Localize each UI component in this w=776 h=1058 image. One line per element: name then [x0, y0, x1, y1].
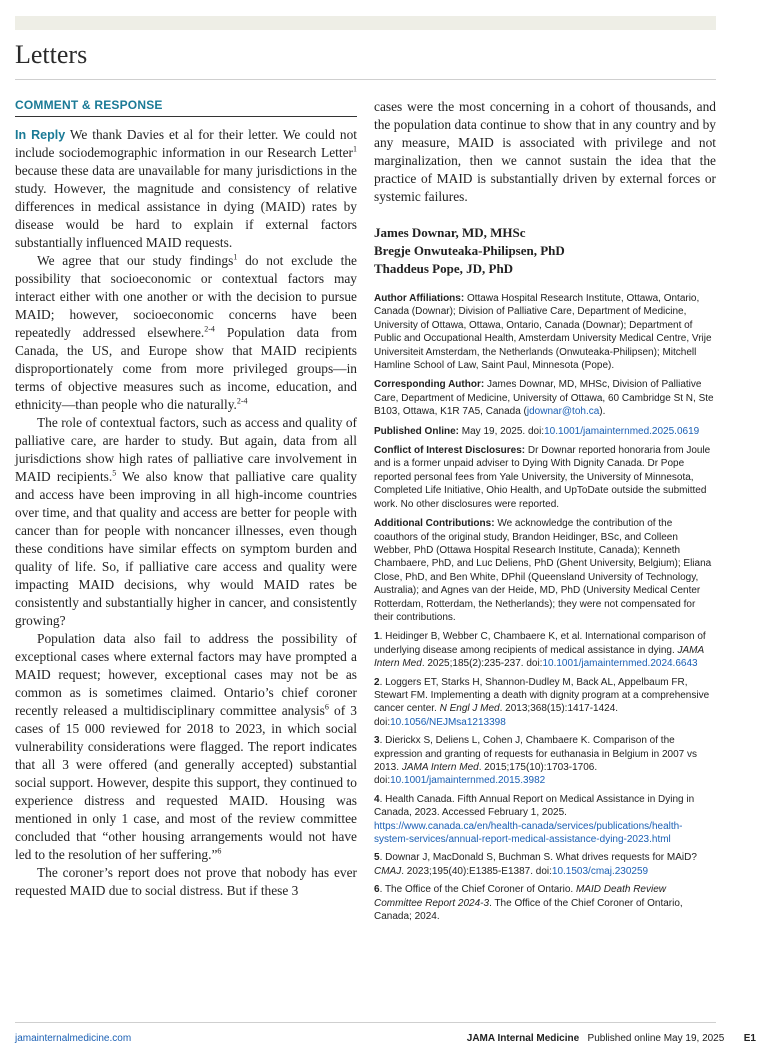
paragraph-3: The role of contextual factors, such as access and quality of palliative care, are harder to study. But again, data from all jurisdictions show high rates of palliative care involvement in MAID recipients.$^5$ We also know that palliative care quality and access have been improving in all high-income countries over time, and that quality and access are better for people with cancer than for people with noncancer illnesses, even though these conditions have similar effects on symptom burden and quality of life. So, if palliative care access and quality were impacting MAID decisions, why would MAID rates be consistently and substantially higher in cancer, and consistently growing? — [15, 415, 357, 628]
reference-item: 3. Dierickx S, Deliens L, Cohen J, Chambaere K. Comparison of the expression and granting of requests for euthanasia in Belgium in 2007 vs 2013. JAMA Intern Med. 2015;175(10):1703-1706. doi:10.1001/jamainternmed.2015.3982 — [374, 735, 697, 787]
reference-item: 2. Loggers ET, Starks H, Shannon-Dudley M, Back AL, Appelbaum FR, Stewart FM. Implementing a death with dignity program at a comprehensive cancer center. N Engl J Med. 2013;368(15):1417-1424. doi:10.1056/NEJMsa1213398 — [374, 676, 710, 728]
footer-journal-info: JAMA Internal Medicine Published online May 19, 2025 E1 — [466, 1033, 756, 1044]
paragraph-2: We agree that our study findings$^1$ do not exclude the possibility that socioeconomic or contextual factors may interact either with one another or with the decision to pursue MAID; however, socioeconomic concerns have been repeatedly addressed elsewhere.$^{2-4}$ Population data from Canada, the US, and Europe show that MAID recipients disproportionately come from more privileged groups—in terms of objective measures such as income, education, and ethnicity—than people who die naturally.$^{2-4}$ — [15, 252, 357, 412]
reference-link[interactable]: 10.1001/jamainternmed.2015.3982 — [390, 775, 546, 787]
footer-site-link[interactable]: jamainternalmedicine.com — [15, 1033, 132, 1044]
author-name: Bregje Onwuteaka-Philipsen, PhD — [374, 243, 565, 258]
paragraph-4: Population data also fail to address the possibility of exceptional cases where external factors may have prompted a MAID request; however, exceptional cases may not be as common as is sometimes claimed. Ontario’s chief coroner recently released a multidisciplinary committee analysis$^6$ of 3 cases of 15 000 reviewed for 2018 to 2023, in which social vulnerability considerations were flagged. The report indicates that all 3 were offered (and generally accepted) substantial social support. However, despite this support, they continued to experience distress and requested MAID. Housing was mentioned in only 1 case, and most of the review committee concluded that “other housing arrangements would not have led to the resolution of her suffering.”$^6$ — [15, 631, 358, 862]
doi-link[interactable]: 10.1001/jamainternmed.2025.0619 — [544, 425, 700, 437]
paragraph-continued: cases were the most concerning in a cohort of thousands, and the population data continue to show that in any country and by any measure, MAID is associated with privilege and not marginalization, then we cannot sustain the idea that the practice of MAID is substantially driven by external forces or systemic failures. — [374, 99, 716, 204]
header-band — [15, 16, 716, 30]
email-link[interactable]: jdownar@toh.ca — [526, 406, 600, 418]
reference-item: 5. Downar J, MacDonald S, Buchman S. What drives requests for MAiD? CMAJ. 2023;195(40):E1385-E1387. doi:10.1503/cmaj.230259 — [374, 852, 697, 877]
reference-link[interactable]: 10.1503/cmaj.230259 — [551, 865, 649, 877]
page-number: E1 — [743, 1033, 756, 1044]
reference-item: 1. Heidinger B, Webber C, Chambaere K, et al. International comparison of underlying disease among recipients of medical assistance in dying. JAMA Intern Med. 2025;185(2):235-237. doi:10.1001/jamainternmed.2024.6643 — [374, 631, 706, 670]
reference-item: 4. Health Canada. Fifth Annual Report on Medical Assistance in Dying in Canada, 2023. Accessed February 1, 2025. https://www.canada.ca/en/health-canada/services/publications/health-system-services/annual-report-medical-assistance-dying-2023.html — [374, 793, 695, 846]
conflict-disclosures: Conflict of Interest Disclosures: Dr Downar reported honoraria from Joule and is a former unpaid adviser to Dying With Dignity Canada. Dr Pope reported personal fees from Yale University, the University of Minnesota, Completed Life Initiative, Ohio Health, and UpToDate outside the submitted work. No other disclosures were reported. — [374, 445, 711, 510]
reference-link[interactable]: https://www.canada.ca/en/health-canada/services/publications/health-system-services/annual-report-medical-assistance-dying-2023.html — [374, 820, 683, 846]
section-title: Letters — [15, 40, 88, 69]
paragraph-5: The coroner’s report does not prove that nobody has ever requested MAID due to social distress. But if these 3 — [15, 865, 357, 898]
additional-contributions: Additional Contributions: We acknowledge the contribution of the coauthors of the original study, Brandon Heidinger, BSc, and Colleen Webber, PhD (Ottawa Hospital Research Institute, Canada); Kenneth Chambaere, PhD, and Luc Deliens, PhD (Ghent University, Belgium); Eliana Close, PhD, and Ben White, DPhil (Queensland University of Technology, Australia); and Agnes van der Heide, MD, PhD (University Medical Center Rotterdam, Rotterdam, the Netherlands); they were not compensated for their contributions. — [374, 518, 712, 623]
author-name: James Downar, MD, MHSc — [374, 225, 526, 240]
reference-link[interactable]: 10.1001/jamainternmed.2024.6643 — [542, 658, 698, 670]
reference-item: 6. The Office of the Chief Coroner of Ontario. MAID Death Review Committee Report 2024-3. The Office of the Chief Coroner of Ontario, Canada; 2024. — [374, 884, 683, 923]
reference-link[interactable]: 10.1056/NEJMsa1213398 — [390, 716, 506, 728]
published-online: Published Online: May 19, 2025. doi:10.1001/jamainternmed.2025.0619 — [374, 425, 700, 437]
author-affiliations: Author Affiliations: Ottawa Hospital Research Institute, Ottawa, Ontario, Canada (Downar); Division of Palliative Care, Department of Medicine, University of Ottawa, Ottawa, Ontario, Canada (Downar); Department of Public and Occupational Health, Amsterdam University Medical Centre, Vrije Universiteit Amsterdam, the Netherlands (Onwuteaka-Philipsen); Mitchell Hamline School of Law, Saint Paul, Minnesota (Pope). — [374, 293, 712, 372]
corresponding-author: Corresponding Author: James Downar, MD, MHSc, Division of Palliative Care, Department of Medicine, University of Ottawa, 60 Cambridge St N, Ste B103, Ottawa, K1R 7A5, Canada (jdownar@toh.ca). — [374, 379, 714, 418]
author-list — [374, 224, 716, 278]
paragraph-1: In Reply We thank Davies et al for their letter. We could not include sociodemographic information in our Research Letter$^1$ because these data are unavailable for many jurisdictions in the study. However, the magnitude and consistency of relative differences in medical assistance in dying (MAID) rates by disease would be hard to explain if external factors substantially influenced MAID requests. — [15, 127, 358, 250]
in-reply-lead: In Reply — [15, 128, 66, 142]
footer-rule — [15, 1022, 716, 1023]
right-column — [374, 98, 716, 928]
header-rule — [15, 79, 716, 80]
author-name: Thaddeus Pope, JD, PhD — [374, 261, 514, 276]
section-kicker: COMMENT & RESPONSE — [15, 98, 357, 117]
left-column — [15, 98, 357, 900]
reference-list — [374, 630, 716, 923]
